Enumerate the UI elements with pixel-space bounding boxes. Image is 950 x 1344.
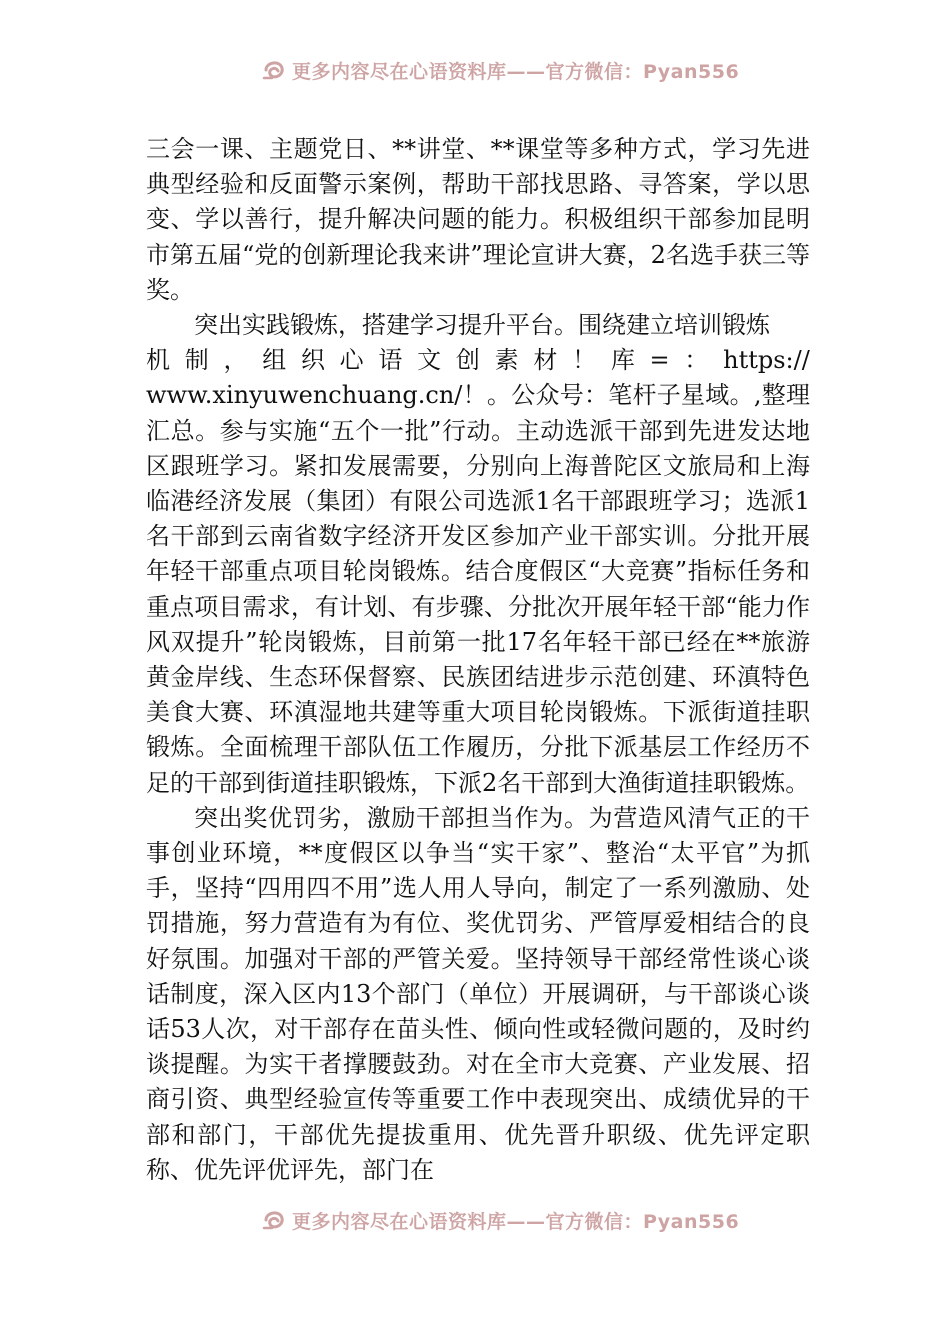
spread-char: 文 — [417, 346, 442, 375]
spread-char: 机 — [146, 346, 170, 375]
paragraph-3-text: 为营造风清气正的干事创业环境，**度假区以争当“实干家”、整治“太平官”为抓手，坚持“四用四不用”选人用人导向，制定了一系列激励、处罚措施，努力营造有为有位、奖优罚劣、严管厚爱相结合的良好氛围。加强对干部的严管关爱。坚持领导干部经常性谈心谈话制度，深入区内13个部门（单位）开展调研，与干部谈心谈话53人次，对干部存在苗头性、倾向性或轻微问题的，及时约谈提醒。为实干者撑腰鼓劲。对在全市大竞赛、产业发展、招商引资、典型经验宣传等重要工作中表现突出、成绩优异的干部和部门，干部优先提拔重用、优先晋升职级、优先评定职称、优先评优评先，部门在 — [146, 803, 811, 1184]
watermark-text: 更多内容尽在心语资料库——官方微信：Pyan556 — [292, 60, 740, 83]
spread-char: 心 — [339, 346, 364, 375]
paragraph-2-line-1 — [146, 308, 810, 343]
spread-char: = — [649, 346, 670, 375]
paragraph-1-text: 三会一课、主题党日、**讲堂、**课堂等多种方式，学习先进典型经验和反面警示案例，帮助干部找思路、寻答案，学以思变、学以善行，提升解决问题的能力。积极组织干部参加昆明市第五届“党的创新理论我来讲”理论宣讲大赛，2名选手获三等奖。 — [146, 135, 810, 304]
spread-char: 组 — [262, 346, 287, 375]
spread-url-start: https:// — [723, 346, 810, 375]
spread-char: 语 — [378, 346, 403, 375]
swirl-logo-icon — [262, 1208, 288, 1232]
paragraph-2-continued — [146, 378, 810, 800]
spread-char: 制 — [184, 346, 209, 375]
document-body — [146, 132, 810, 1188]
header-watermark — [262, 52, 739, 88]
spread-char: 材 — [533, 346, 558, 375]
paragraph-3-lead: 突出奖优罚劣，激励干部担当作为。 — [194, 803, 589, 832]
footer-watermark — [262, 1202, 739, 1238]
spread-char: ： — [684, 346, 709, 375]
paragraph-2-spread-line — [146, 343, 810, 378]
paragraph-3 — [146, 801, 810, 1188]
paragraph-1 — [146, 132, 810, 308]
spread-char: 素 — [494, 346, 519, 375]
spread-char: ！ — [572, 346, 597, 375]
watermark-text: 更多内容尽在心语资料库——官方微信：Pyan556 — [292, 1210, 740, 1233]
spread-char: ， — [223, 346, 248, 375]
swirl-logo-icon — [262, 58, 288, 82]
spread-char: 库 — [610, 346, 635, 375]
spread-char: 织 — [300, 346, 325, 375]
spread-char: 创 — [455, 346, 480, 375]
paragraph-2-rest-text: www.xinyuwenchuang.cn/！。公众号：笔杆子星域。,整理汇总。参与实施“五个一批”行动。主动选派干部到先进发达地区跟班学习。紧扣发展需要，分别向上海普陀区文旅局和上海临港经济发展（集团）有限公司选派1名干部跟班学习；选派1名干部到云南省数字经济开发区参加产业干部实训。分批开展年轻干部重点项目轮岗锻炼。结合度假区“大竞赛”指标任务和重点项目需求，有计划、有步骤、分批次开展年轻干部“能力作风双提升”轮岗锻炼，目前第一批17名年轻干部已经在**旅游黄金岸线、生态环保督察、民族团结进步示范创建、环滇特色美食大赛、环滇湿地共建等重大项目轮岗锻炼。下派街道挂职锻炼。全面梳理干部队伍工作履历，分批下派基层工作经历不足的干部到街道挂职锻炼，下派2名干部到大渔街道挂职锻炼。 — [146, 381, 810, 797]
paragraph-2-text: 突出实践锻炼，搭建学习提升平台。围绕建立培训锻炼 — [194, 311, 770, 340]
